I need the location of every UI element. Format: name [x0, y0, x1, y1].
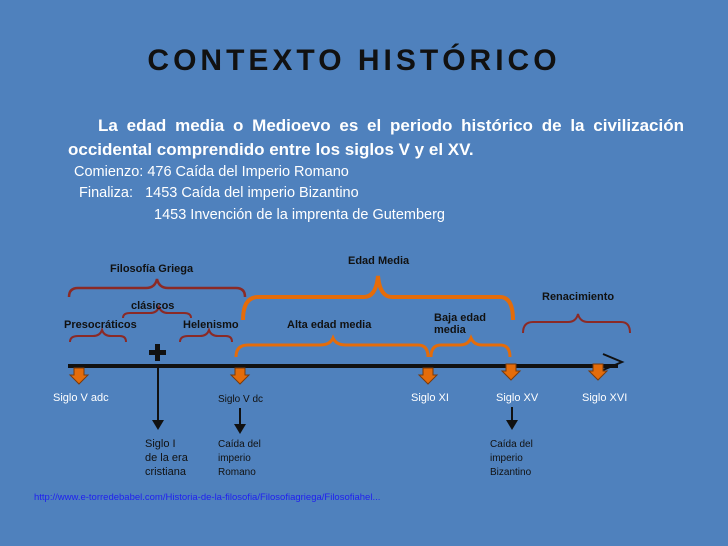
brace-baja-edad-media: [431, 338, 510, 357]
end-date: Finaliza: 1453 Caída del imperio Bizantino: [79, 185, 359, 201]
arrow-caida-romano-head: [234, 424, 246, 434]
label-caida-romano: [218, 438, 261, 480]
label-caida-romano-line1: Caída del: [218, 439, 261, 450]
label-caida-bizantino-line1: Caída del: [490, 439, 533, 450]
brace-renacimiento: [523, 314, 630, 333]
label-edad-media: Edad Media: [348, 255, 410, 267]
arrow-siglo-i-head: [152, 420, 164, 430]
intro-paragraph: La edad media o Medioevo es el periodo histórico de la civilización occidental comprendido entre los siglos V y el XV.: [68, 116, 684, 159]
start-date: Comienzo: 476 Caída del Imperio Romano: [74, 164, 349, 180]
label-siglo-i-line1: Siglo I: [145, 438, 176, 450]
cross-icon: [149, 344, 166, 361]
label-caida-bizantino-line2: imperio: [490, 453, 523, 464]
label-helenismo: Helenismo: [183, 319, 239, 331]
label-clasicos: clásicos: [131, 300, 175, 312]
label-siglo-xvi: Siglo XVI: [582, 392, 628, 404]
source-link[interactable]: http://www.e-torredebabel.com/Historia-de-la-filosofia/Filosofiagriega/Filosofiahel...: [34, 492, 381, 503]
label-siglo-xi: Siglo XI: [411, 392, 449, 404]
brace-filosofia-griega: [69, 279, 245, 297]
label-siglo-i-line2: de la era: [145, 452, 188, 464]
label-siglo-i-line3: cristiana: [145, 466, 186, 478]
label-caida-romano-line2: imperio: [218, 453, 251, 464]
marker-siglo-v-dc: [231, 368, 249, 384]
label-alta-edad-media: Alta edad media: [287, 319, 372, 331]
label-baja-edad-media: [434, 312, 486, 336]
brace-presocraticos: [70, 330, 126, 342]
label-filosofia-griega: Filosofía Griega: [110, 263, 194, 275]
label-caida-romano-line3: Romano: [218, 467, 256, 478]
label-siglo-xv: Siglo XV: [496, 392, 539, 404]
label-siglo-v-adc: Siglo V adc: [53, 392, 109, 404]
slide-title: CONTEXTO HISTÓRICO: [147, 44, 561, 77]
end-date-2: 1453 Invención de la imprenta de Gutemberg: [154, 207, 445, 223]
marker-siglo-xi: [419, 368, 437, 384]
label-siglo-v-dc: Siglo V dc: [218, 394, 264, 405]
brace-helenismo: [180, 330, 232, 342]
label-presocraticos: Presocráticos: [64, 319, 137, 331]
label-baja-edad-media-line1: Baja edad: [434, 312, 486, 324]
label-siglo-i: [145, 437, 188, 479]
label-caida-bizantino-line3: Bizantino: [490, 467, 532, 478]
marker-siglo-v-adc: [70, 368, 88, 384]
label-renacimiento: Renacimiento: [542, 291, 615, 303]
label-caida-bizantino: [490, 438, 533, 480]
brace-alta-edad-media: [236, 338, 428, 357]
label-baja-edad-media-line2: media: [434, 324, 466, 336]
arrow-caida-bizantino-head: [506, 420, 518, 430]
